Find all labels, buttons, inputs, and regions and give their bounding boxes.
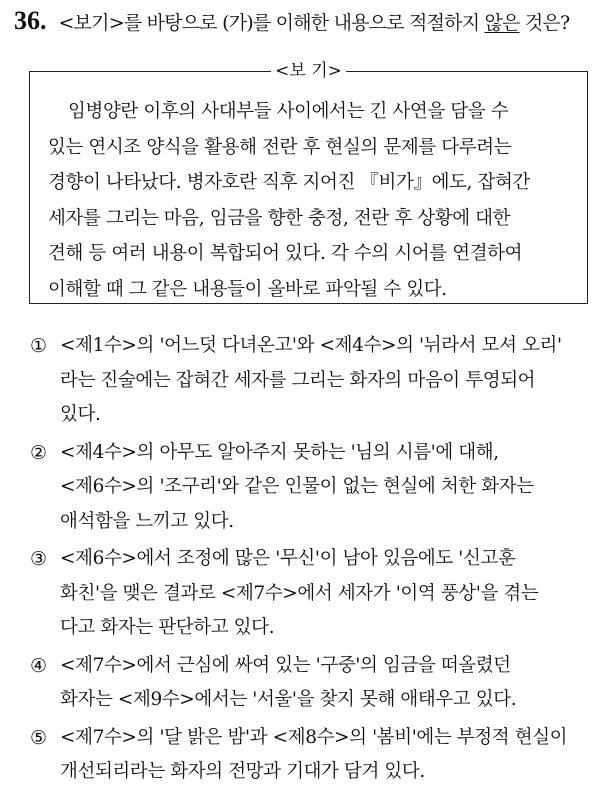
choice-marker: ① [30, 335, 48, 357]
bogi-body [48, 94, 573, 307]
choice-2[interactable] [30, 436, 602, 540]
choice-marker: ④ [30, 654, 48, 677]
choice-line: <제6수>의 '조구리'와 같은 인물이 없는 현실에 처한 화자는 [60, 476, 534, 497]
bogi-line: 있는 연시조 양식을 활용해 전란 후 현실의 문제를 다루려는 [48, 136, 512, 158]
choice-line: <제7수>에서 근심에 싸여 있는 '구중'의 임금을 떠올렸던 [60, 654, 511, 676]
question-number: 36. [14, 6, 47, 35]
bogi-box [29, 61, 588, 304]
stem-emphasis: 않은 [484, 12, 520, 34]
choice-line: 개선되리라는 화자의 전망과 기대가 담겨 있다. [60, 761, 425, 782]
choice-marker: ⑤ [30, 726, 48, 749]
choice-line: 라는 진술에는 잡혀간 세자를 그리는 화자의 마음이 투영되어 [60, 369, 536, 391]
choice-line: 있다. [60, 404, 101, 425]
choice-line: 다고 화자는 판단하고 있다. [60, 617, 275, 638]
choice-line: <제6수>에서 조정에 많은 '무신'이 남아 있음에도 '신고훈 [60, 548, 516, 569]
choice-marker: ② [30, 441, 48, 464]
bogi-line: 경향이 나타났다. 병자호란 직후 지어진 『비가』에도, 잡혀간 [48, 172, 530, 193]
choice-marker: ③ [30, 548, 48, 570]
choice-line: <제1수>의 '어느덧 다녀온고'와 <제4수>의 '뉘라서 모셔 오리' [60, 335, 562, 356]
bogi-line: 이해할 때 그 같은 내용들이 올바로 파악될 수 있다. [48, 278, 447, 300]
choice-3[interactable] [30, 542, 602, 646]
stem-before: <보기>를 바탕으로 (가)를 이해한 내용으로 적절하지 [58, 12, 485, 34]
question-stem [14, 6, 602, 36]
bogi-title: <보 기> [30, 60, 587, 82]
choice-5[interactable] [30, 721, 602, 790]
answer-choices [30, 329, 602, 793]
choice-line: 애석함을 느끼고 있다. [60, 510, 234, 532]
choice-line: 화친'을 맺은 결과로 <제7수>에서 세자가 '이역 풍상'을 겪는 [60, 582, 539, 604]
bogi-line: 견해 등 여러 내용이 복합되어 있다. 각 수의 시어를 연결하여 [48, 243, 523, 264]
choice-line: 화자는 <제9수>에서는 '서울'을 찾지 못해 애태우고 있다. [60, 689, 517, 710]
choice-1[interactable] [30, 329, 602, 433]
bogi-line: 세자를 그리는 마음, 임금을 향한 충정, 전란 후 상황에 대한 [48, 207, 511, 229]
bogi-line: 임병양란 이후의 사대부들 사이에서는 긴 사연을 담을 수 [68, 101, 509, 122]
question-text [59, 8, 570, 35]
stem-after: 것은? [519, 12, 570, 34]
choice-4[interactable] [30, 649, 602, 718]
choice-line: <제4수>의 아무도 알아주지 못하는 '님의 시름'에 대해, [60, 441, 499, 463]
choice-line: <제7수>의 '달 밝은 밤'과 <제8수>의 '봄비'에는 부정적 현실이 [60, 726, 568, 748]
